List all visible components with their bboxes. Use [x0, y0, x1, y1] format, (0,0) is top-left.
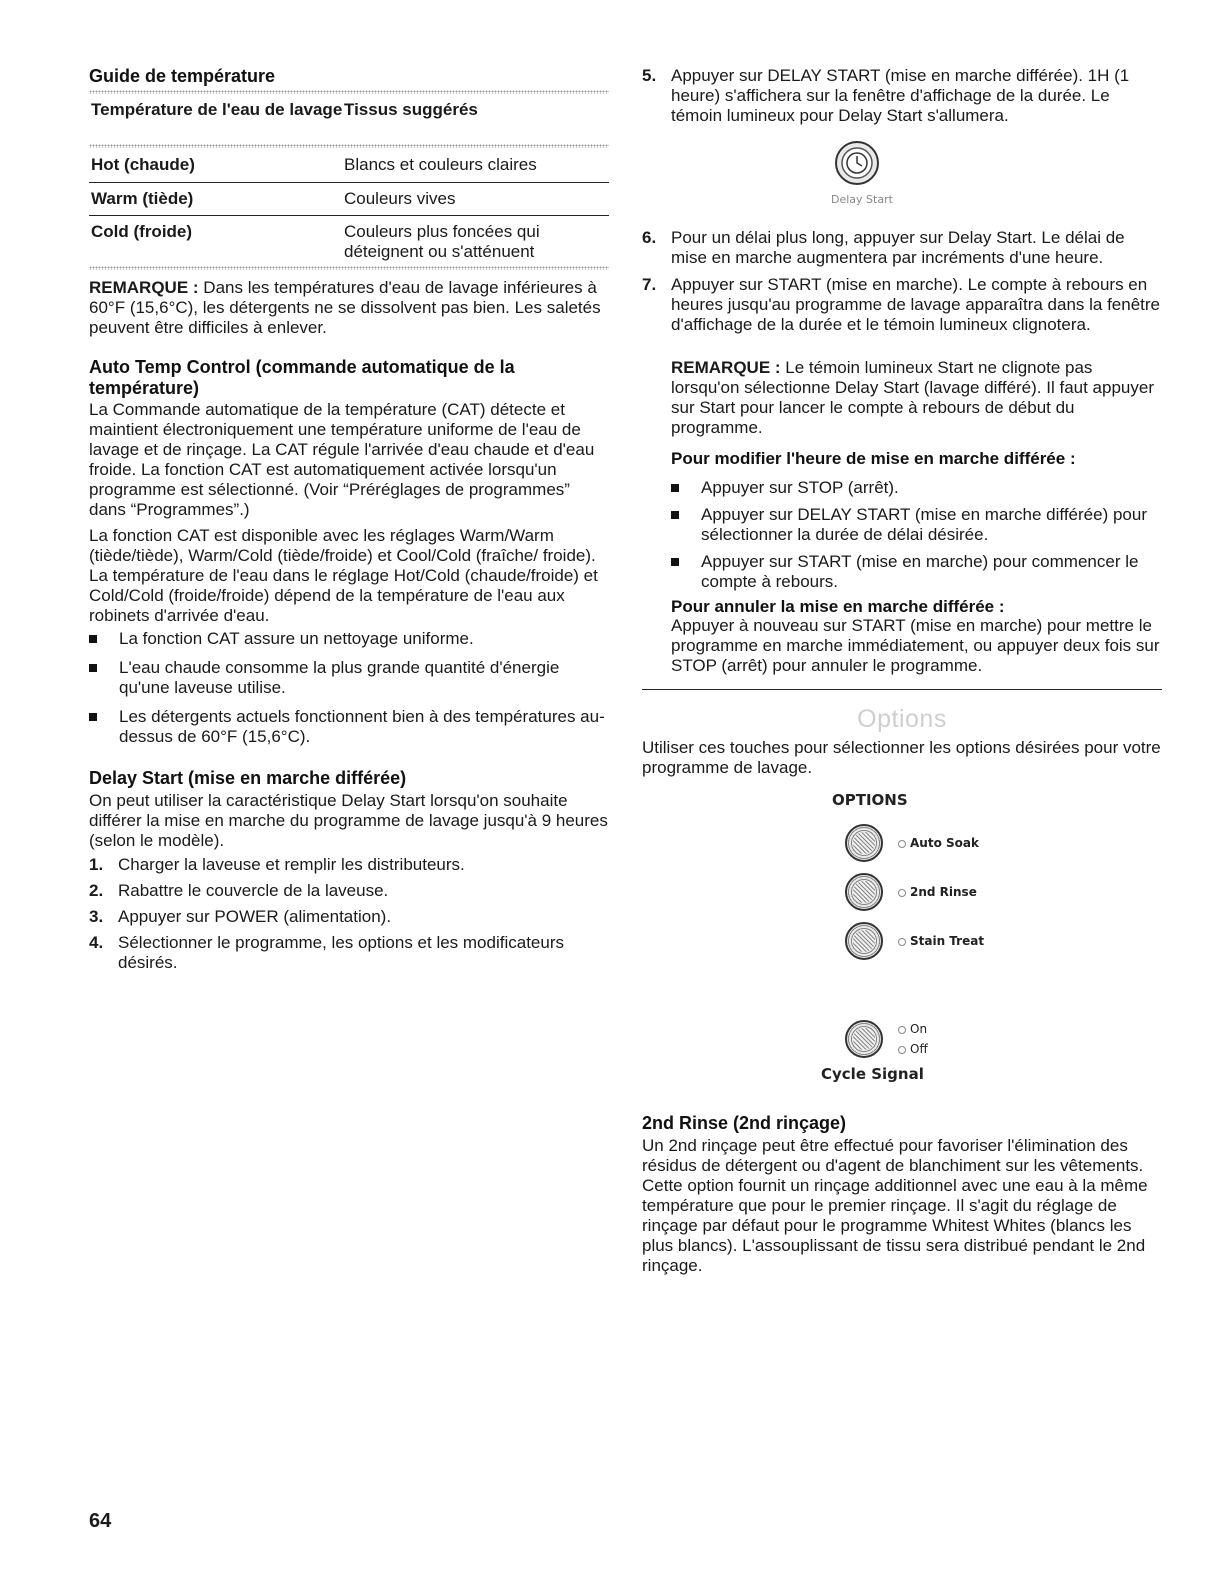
list-item [89, 907, 609, 927]
delay-start-steps [89, 855, 609, 973]
delay-start-note [671, 358, 1162, 438]
step-number: 4. [89, 933, 104, 952]
step-text: Appuyer sur START (mise en marche). Le compte à rebours en heures jusqu'au programme de lavage apparaîtra dans la fenêtre d'affichage de la durée et le témoin lumineux clignotera. [671, 275, 1160, 334]
note-text: Le témoin lumineux Start ne clignote pas lorsqu'on sélectionne Delay Start (lavage différé). Il faut appuyer sur Start pour lancer le compte à rebours de début du programme. [671, 358, 1154, 437]
delay-start-steps-continued [642, 228, 1162, 335]
step-text: Appuyer sur DELAY START (mise en marche différée). 1H (1 heure) s'affichera sur la fenêtre d'affichage de la durée. Le témoin lumineux pour Delay Start s'allumera. [671, 66, 1130, 125]
auto-temp-title: Auto Temp Control (commande automatique de la température) [89, 357, 515, 398]
option-text: 2nd Rinse [910, 885, 977, 899]
delay-start-step-5 [642, 66, 1162, 126]
header-water-temp: Température de l'eau de lavage [91, 100, 343, 119]
list-item [89, 881, 609, 901]
auto-temp-bullets [89, 629, 609, 747]
cycle-signal-label: Cycle Signal [821, 1065, 924, 1083]
temp-cell: Cold (froide) [91, 222, 193, 241]
table-bottom-rule [89, 266, 609, 270]
step-number: 1. [89, 855, 104, 874]
step-number: 6. [642, 228, 657, 247]
modify-delay-title: Pour modifier l'heure de mise en marche différée : [671, 449, 1076, 468]
list-item [642, 275, 1162, 335]
page-number: 64 [89, 1510, 112, 1532]
option-text: Off [910, 1042, 928, 1056]
options-intro: Utiliser ces touches pour sélectionner les options désirées pour votre programme de lavage. [642, 738, 1161, 777]
options-heading: Options [857, 705, 947, 733]
auto-temp-paragraph-2: La fonction CAT est disponible avec les réglages Warm/Warm (tiède/tiède), Warm/Cold (tiède/froide) et Cool/Cold (fraîche/ froide). La température de l'eau dans le réglage Hot/Cold (chaude/froide) et Cold/Cold (froide/froide) dépend de la température de l'eau aux robinets d'arrivée d'eau. [89, 526, 598, 625]
indicator-light-icon [898, 889, 906, 897]
temp-cell: Warm (tiède) [91, 189, 194, 208]
option-text: Auto Soak [910, 836, 979, 850]
option-text: Stain Treat [910, 934, 985, 948]
temperature-note [89, 278, 609, 338]
temp-cell: Hot (chaude) [91, 155, 195, 174]
table-row [89, 189, 609, 209]
fabrics-cell: Couleurs vives [344, 189, 456, 208]
note-label: REMARQUE : [89, 278, 199, 297]
second-rinse-text: Un 2nd rinçage peut être effectué pour favoriser l'élimination des résidus de détergent ou d'agent de blanchiment sur les vêtements. Cette option fournit un rinçage additionnel avec une eau à la même température que pour le premier rinçage. Il s'agit du réglage de rinçage par défaut pour le programme Whitest Whites (blancs les plus blancs). L'assouplissant de tissu sera distribué pendant le 2nd rinçage. [642, 1136, 1148, 1275]
auto-soak-label [898, 836, 979, 850]
step-number: 2. [89, 881, 104, 900]
auto-soak-button[interactable] [845, 824, 883, 862]
note-text: Dans les températures d'eau de lavage inférieures à 60°F (15,6°C), les détergents ne se dissolvent pas bien. Les saletés peuvent être difficiles à enlever. [89, 278, 601, 337]
list-item: L'eau chaude consomme la plus grande quantité d'énergie qu'une laveuse utilise. [89, 658, 609, 698]
table-header-row [89, 100, 609, 120]
list-item [642, 228, 1162, 268]
list-item [642, 66, 1162, 126]
delay-start-button[interactable] [834, 140, 880, 186]
stain-treat-label [898, 934, 984, 948]
modify-delay-bullets [671, 478, 1162, 592]
list-item: La fonction CAT assure un nettoyage uniforme. [89, 629, 609, 649]
second-rinse-label [898, 885, 977, 899]
list-item: Appuyer sur START (mise en marche) pour commencer le compte à rebours. [671, 552, 1162, 592]
indicator-light-icon [898, 840, 906, 848]
table-top-rule [89, 90, 609, 94]
section-divider [642, 689, 1162, 690]
cancel-delay-text: Appuyer à nouveau sur START (mise en marche) pour mettre le programme en marche immédiatement, ou appuyer deux fois sur STOP (arrêt) pour annuler le programme. [671, 616, 1160, 675]
step-text: Appuyer sur POWER (alimentation). [118, 907, 392, 926]
step-number: 5. [642, 66, 657, 85]
header-fabrics: Tissus suggérés [344, 100, 478, 119]
delay-start-intro: On peut utiliser la caractéristique Delay Start lorsqu'on souhaite différer la mise en marche du programme de lavage jusqu'à 9 heures (selon le modèle). [89, 791, 608, 850]
auto-temp-paragraph-1: La Commande automatique de la température (CAT) détecte et maintient électroniquement une température uniforme de l'eau de lavage et de rinçage. La CAT régule l'arrivée d'eau chaude et d'eau froide. La fonction CAT est automatiquement activée lorsqu'un programme est sélectionné. (Voir “Préréglages de programmes” dans “Programmes”.) [89, 400, 595, 519]
table-row [89, 155, 609, 175]
step-number: 7. [642, 275, 657, 294]
temperature-guide-title: Guide de température [89, 66, 276, 86]
row-divider [89, 182, 609, 183]
row-divider [89, 215, 609, 216]
list-item [89, 933, 609, 973]
option-text: On [910, 1022, 928, 1036]
cancel-delay-title: Pour annuler la mise en marche différée : [671, 597, 1005, 616]
delay-start-button-label: Delay Start [831, 193, 893, 206]
cycle-signal-button[interactable] [845, 1020, 883, 1058]
list-item: Appuyer sur DELAY START (mise en marche différée) pour sélectionner la durée de délai désirée. [671, 505, 1162, 545]
table-header-rule [89, 144, 609, 148]
step-number: 3. [89, 907, 104, 926]
clock-icon [834, 140, 880, 186]
second-rinse-button[interactable] [845, 873, 883, 911]
indicator-light-icon [898, 938, 906, 946]
cycle-signal-off [898, 1042, 928, 1056]
note-label: REMARQUE : [671, 358, 781, 377]
list-item: Les détergents actuels fonctionnent bien à des températures au-dessus de 60°F (15,6°C). [89, 707, 609, 747]
step-text: Pour un délai plus long, appuyer sur Delay Start. Le délai de mise en marche augmentera par incréments d'une heure. [671, 228, 1125, 267]
delay-start-title: Delay Start (mise en marche différée) [89, 768, 407, 788]
indicator-light-icon [898, 1026, 906, 1034]
table-row [89, 222, 609, 262]
list-item: Appuyer sur STOP (arrêt). [671, 478, 1162, 498]
step-text: Charger la laveuse et remplir les distributeurs. [118, 855, 465, 874]
options-panel-title: OPTIONS [832, 791, 908, 809]
fabrics-cell: Couleurs plus foncées qui déteignent ou s'atténuent [344, 222, 540, 261]
stain-treat-button[interactable] [845, 922, 883, 960]
cycle-signal-on [898, 1022, 927, 1036]
step-text: Sélectionner le programme, les options et les modificateurs désirés. [118, 933, 564, 972]
list-item [89, 855, 609, 875]
fabrics-cell: Blancs et couleurs claires [344, 155, 537, 174]
step-text: Rabattre le couvercle de la laveuse. [118, 881, 389, 900]
second-rinse-title: 2nd Rinse (2nd rinçage) [642, 1113, 847, 1133]
indicator-light-icon [898, 1046, 906, 1054]
